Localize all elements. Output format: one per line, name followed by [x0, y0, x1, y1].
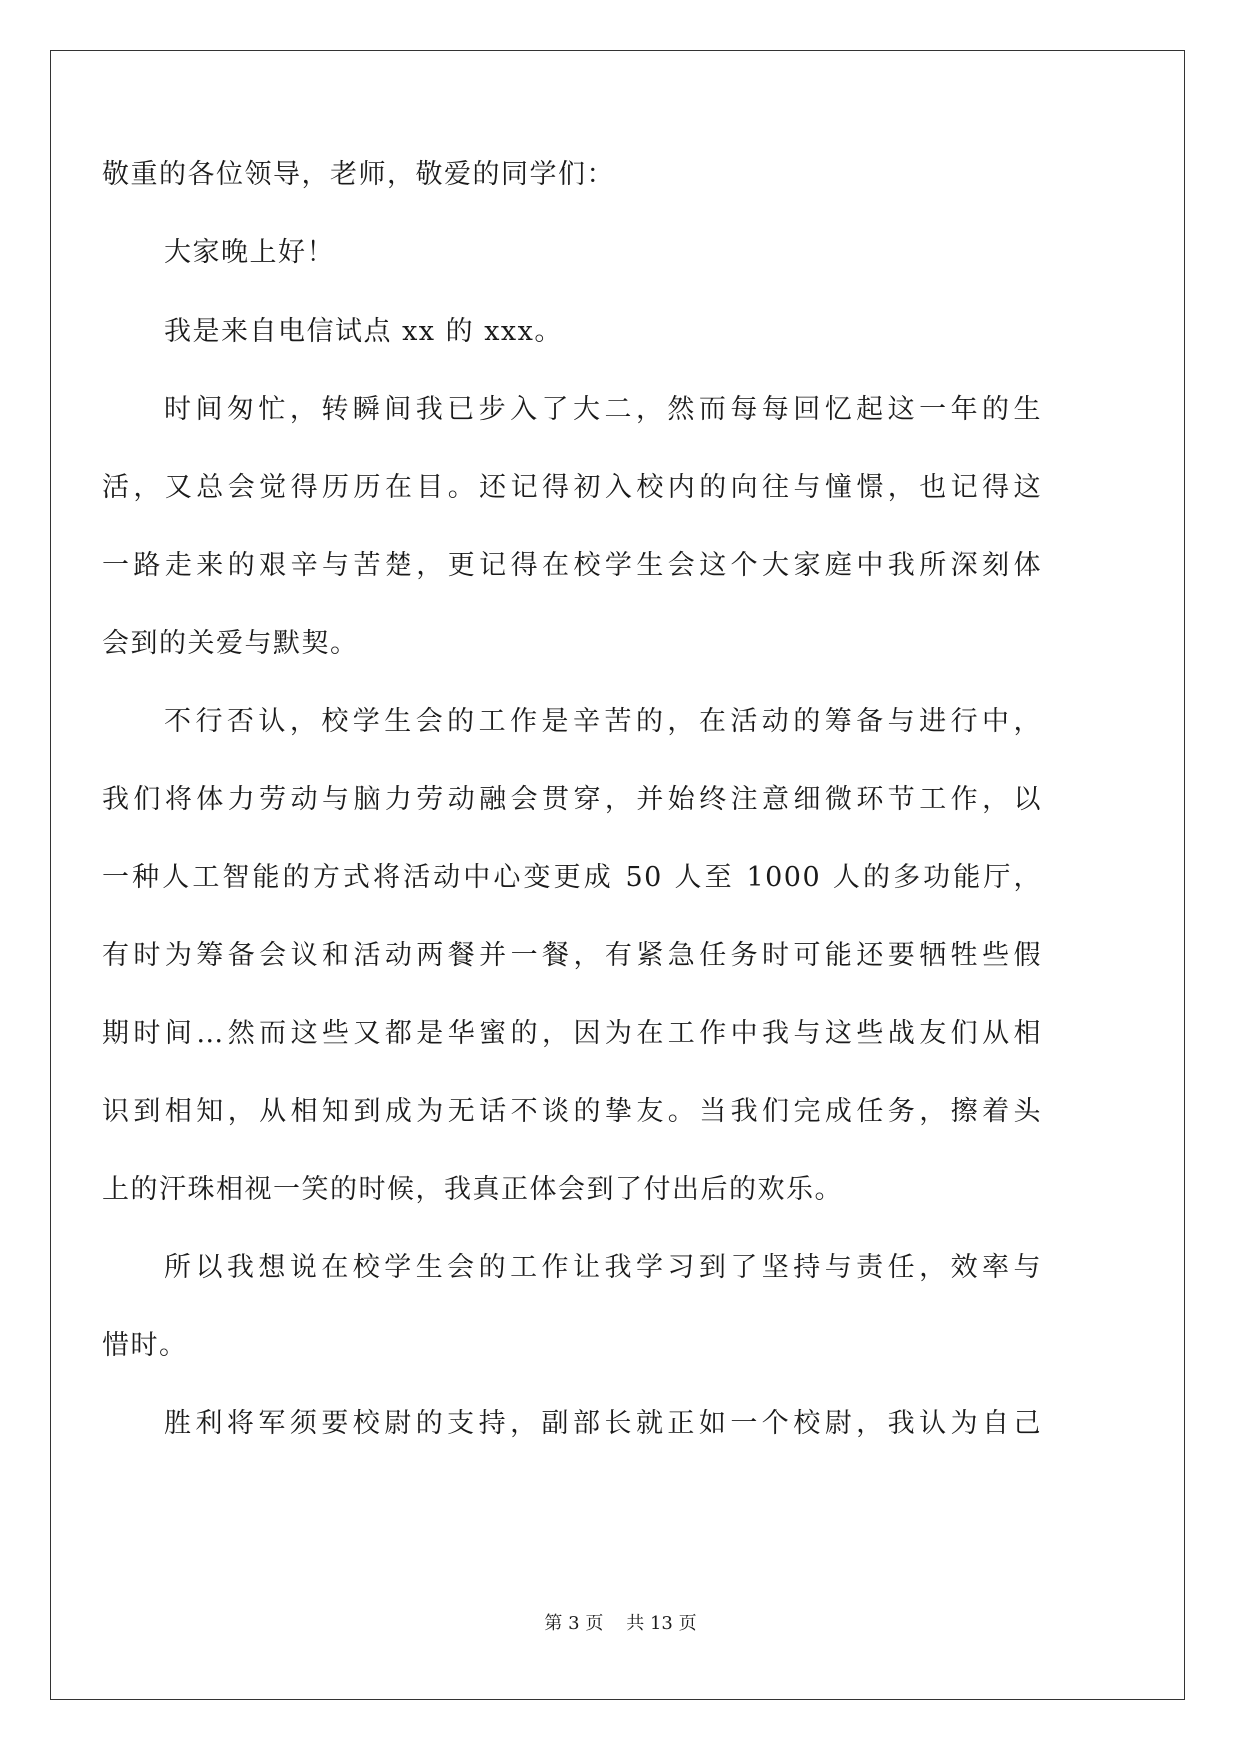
paragraph-line: 期时间…然而这些又都是华蜜的，因为在工作中我与这些战友们从相: [102, 1018, 1042, 1049]
paragraph-line: 胜利将军须要校尉的支持，副部长就正如一个校尉，我认为自己: [164, 1408, 1042, 1439]
paragraph-line: 有时为筹备会议和活动两餐并一餐，有紧急任务时可能还要牺牲些假: [102, 940, 1042, 971]
page-number: 第 3 页: [544, 1613, 604, 1634]
paragraph-line: 活，又总会觉得历历在目。还记得初入校内的向往与憧憬，也记得这: [102, 472, 1042, 503]
paragraph-line: 一种人工智能的方式将活动中心变更成 50 人至 1000 人的多功能厅，: [102, 862, 1042, 893]
paragraph-line: 惜时。: [102, 1330, 188, 1361]
intro-line: 我是来自电信试点 xx 的 xxx。: [164, 316, 563, 347]
paragraph-line: 识到相知，从相知到成为无话不谈的挚友。当我们完成任务，擦着头: [102, 1096, 1042, 1127]
greeting-line: 大家晚上好！: [164, 237, 335, 268]
page-total: 共 13 页: [626, 1613, 697, 1634]
paragraph-line: 不行否认，校学生会的工作是辛苦的，在活动的筹备与进行中，: [164, 706, 1042, 737]
paragraph-line: 时间匆忙，转瞬间我已步入了大二，然而每每回忆起这一年的生: [164, 394, 1042, 425]
paragraph-line: 会到的关爱与默契。: [102, 628, 359, 659]
paragraph-line: 一路走来的艰辛与苦楚，更记得在校学生会这个大家庭中我所深刻体: [102, 550, 1042, 581]
page-footer: [0, 1612, 1241, 1636]
paragraph-line: 上的汗珠相视一笑的时候，我真正体会到了付出后的欢乐。: [102, 1174, 843, 1205]
paragraph-line: 所以我想说在校学生会的工作让我学习到了坚持与责任，效率与: [164, 1252, 1042, 1283]
paragraph-line: 我们将体力劳动与脑力劳动融会贯穿，并始终注意细微环节工作，以: [102, 784, 1042, 815]
salutation-line: 敬重的各位领导，老师，敬爱的同学们：: [102, 159, 615, 190]
